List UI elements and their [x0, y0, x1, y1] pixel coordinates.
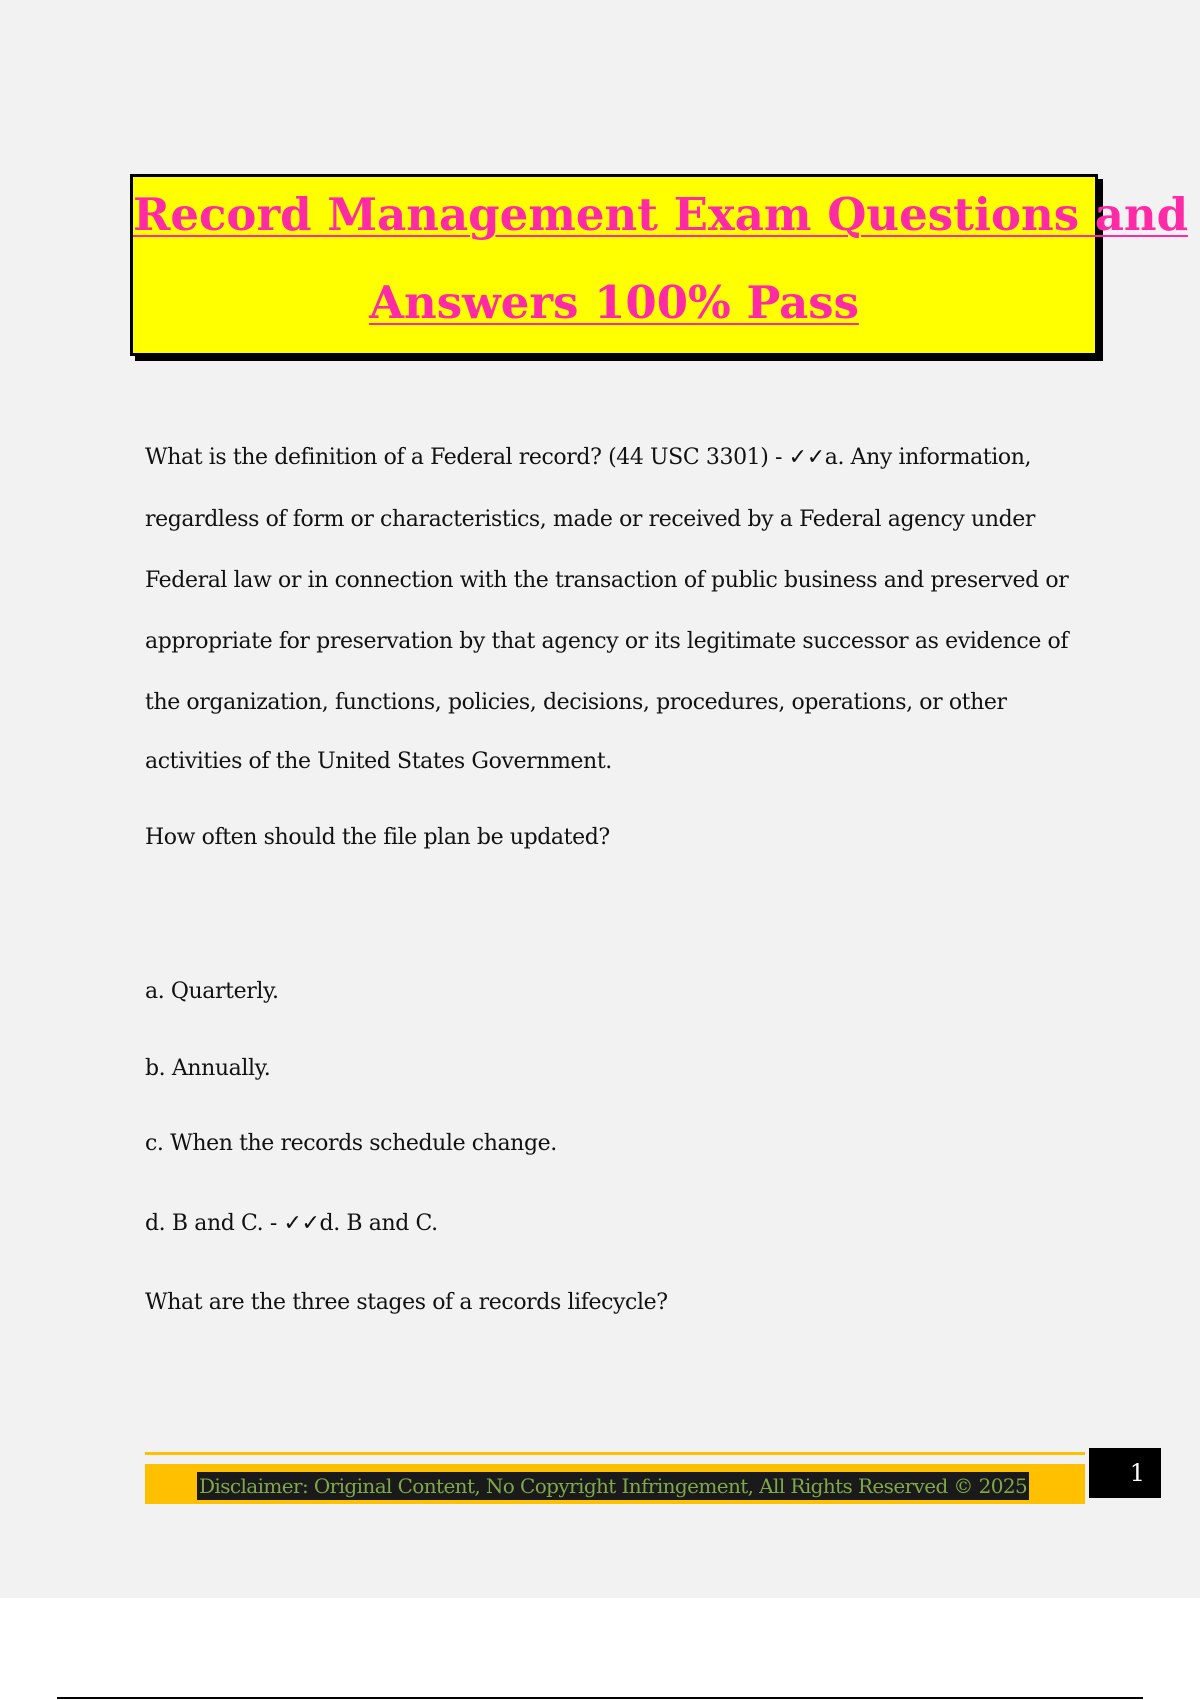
question-text: What are the three stages of a records lifecycle?: [145, 1290, 668, 1315]
footer-divider: [145, 1452, 1085, 1455]
answer-option-a: a. Quarterly.: [145, 979, 279, 1004]
page-number: 1: [1089, 1448, 1161, 1498]
body-line: the organization, functions, policies, decisions, procedures, operations, or other: [145, 690, 1007, 715]
answer-option-c: c. When the records schedule change.: [145, 1131, 557, 1156]
footer-disclaimer: Disclaimer: Original Content, No Copyright Infringement, All Rights Reserved © 2025: [199, 1474, 1028, 1498]
document-title-line-2: Answers 100% Pass: [369, 276, 859, 329]
body-line: appropriate for preservation by that agency or its legitimate successor as evidence of: [145, 629, 1069, 654]
body-line: regardless of form or characteristics, made or received by a Federal agency under: [145, 507, 1036, 532]
document-title-line-1: Record Management Exam Questions and: [133, 188, 1189, 241]
body-line: What is the definition of a Federal record? (44 USC 3301) - ✓✓a. Any information,: [145, 445, 1032, 470]
bottom-divider: [57, 1697, 1143, 1699]
answer-option-b: b. Annually.: [145, 1056, 271, 1081]
body-line: Federal law or in connection with the transaction of public business and preserved or: [145, 568, 1069, 593]
question-text: How often should the file plan be updated?: [145, 825, 610, 850]
body-line: activities of the United States Government.: [145, 749, 612, 774]
answer-option-d: d. B and C. - ✓✓d. B and C.: [145, 1211, 438, 1236]
title-box: [130, 174, 1189, 356]
